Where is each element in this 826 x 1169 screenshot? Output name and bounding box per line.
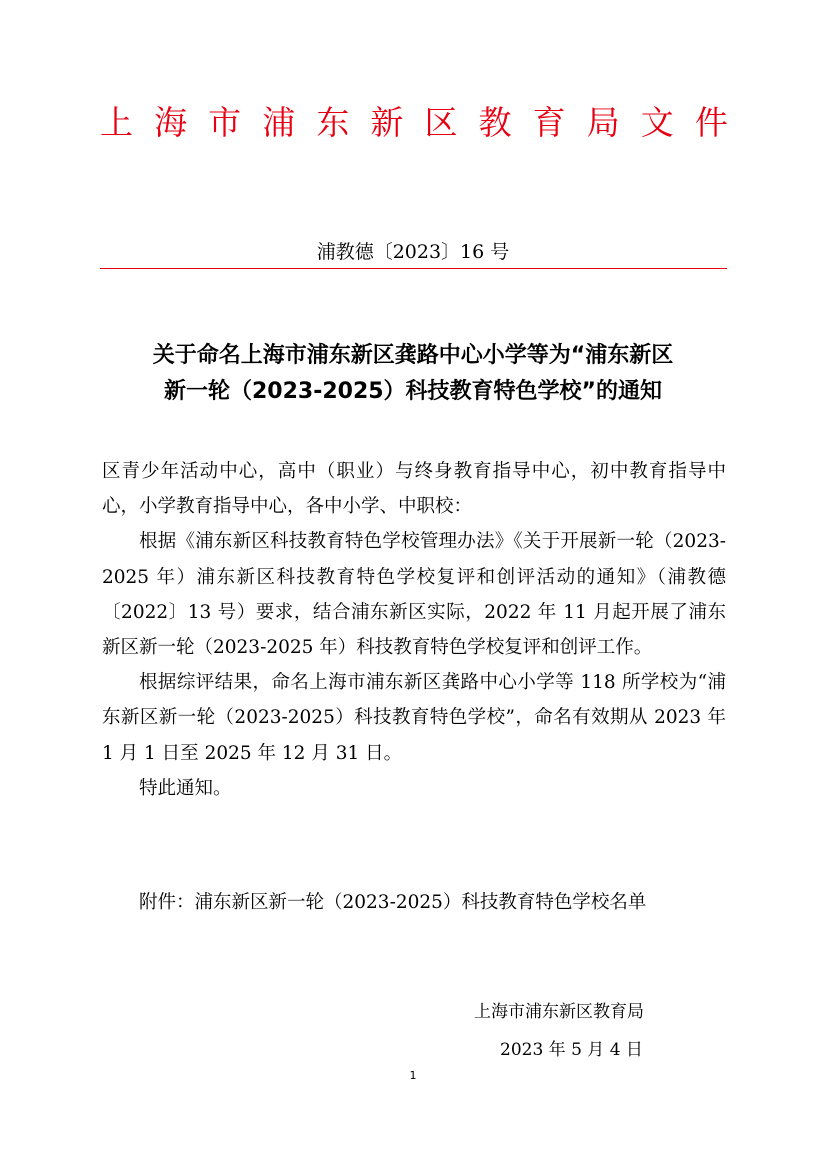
recipients-paragraph: 区青少年活动中心，高中（职业）与终身教育指导中心，初中教育指导中心，小学教育指导中心，各中小学、中职校： — [102, 461, 726, 518]
header-char: 东 — [316, 103, 350, 142]
notice-title — [100, 338, 726, 410]
header-char: 上 — [100, 103, 133, 142]
header-char: 件 — [694, 103, 728, 142]
header-char: 育 — [532, 103, 566, 142]
header-char: 市 — [208, 103, 242, 142]
red-divider-line — [100, 268, 727, 269]
notice-title-line-2: 新一轮（2023-2025）科技教育特色学校”的通知 — [163, 379, 663, 404]
document-body — [102, 454, 726, 806]
signature-date: 2023 年 5 月 4 日 — [500, 1040, 643, 1060]
document-number: 浦教德〔2023〕16 号 — [316, 241, 510, 263]
header-char: 海 — [154, 103, 188, 142]
signature-organization: 上海市浦东新区教育局 — [474, 1002, 644, 1022]
header-char: 文 — [640, 103, 674, 142]
header-char: 浦 — [262, 103, 296, 142]
closing-line: 特此通知。 — [139, 777, 232, 799]
notice-title-line-1: 关于命名上海市浦东新区龚路中心小学等为“浦东新区 — [152, 343, 674, 368]
body-paragraph-2: 根据综评结果，命名上海市浦东新区龚路中心小学等 118 所学校为“浦东新区新一轮（2023-2025）科技教育特色学校”，命名有效期从 2023 年 1 月 1 日至 2025 年 12 月 31 日。 — [102, 672, 726, 764]
page-number: 1 — [409, 1069, 417, 1082]
document-header-title — [100, 98, 728, 148]
attachment-note: 附件：浦东新区新一轮（2023-2025）科技教育特色学校名单 — [139, 892, 647, 913]
header-char: 新 — [370, 103, 404, 142]
header-char: 教 — [478, 103, 512, 142]
body-paragraph-1: 根据《浦东新区科技教育特色学校管理办法》《关于开展新一轮（2023-2025 年）浦东新区科技教育特色学校复评和创评活动的通知》（浦教德〔2022〕13 号）要求，结合浦东新区实际，2022 年 11 月起开展了浦东新区新一轮（2023-2025 年）科技教育特色学校复评和创评工作。 — [102, 531, 726, 659]
header-char: 区 — [424, 103, 458, 142]
header-char: 局 — [586, 103, 620, 142]
